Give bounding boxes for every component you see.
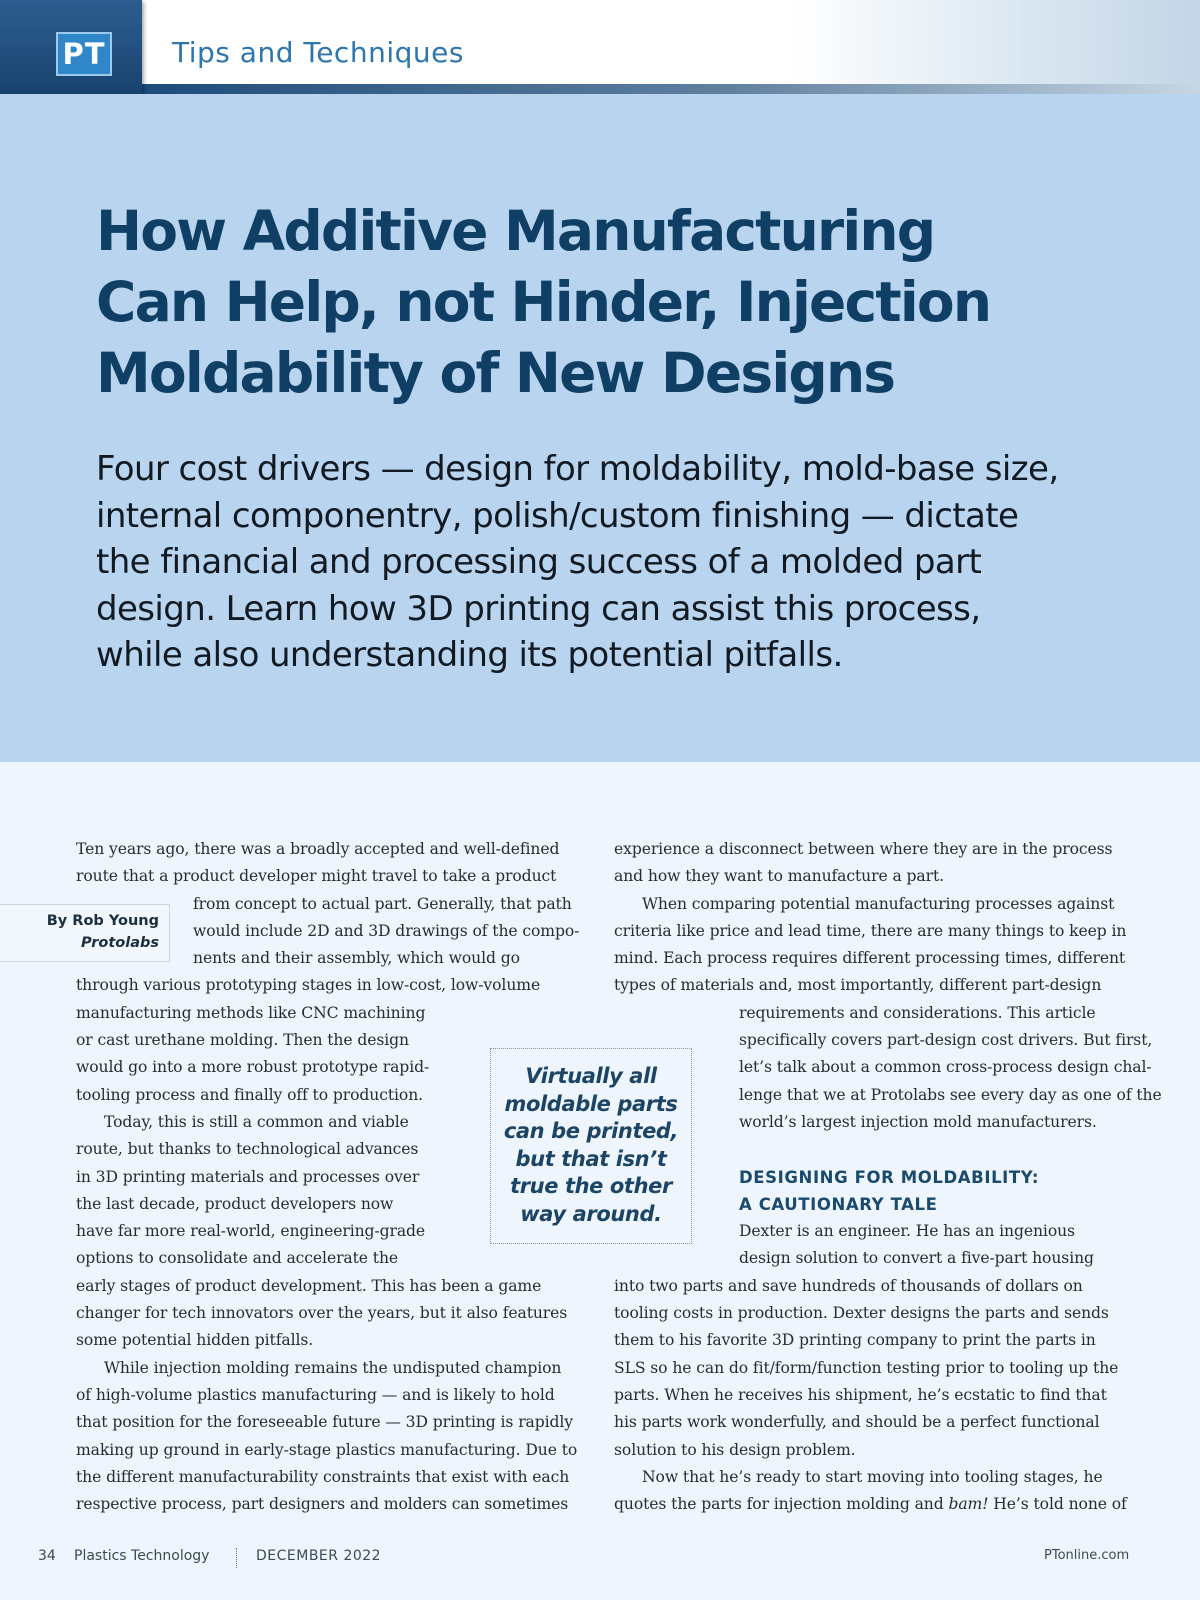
body-line: into two parts and save hundreds of thousands of dollars on xyxy=(614,1276,1083,1295)
subhead-line: DESIGNING FOR MOLDABILITY: xyxy=(739,1167,1040,1187)
body-line: respective process, part designers and molders can sometimes xyxy=(76,1495,569,1514)
body-line: Today, this is still a common and viable xyxy=(104,1112,409,1131)
body-line: tooling costs in production. Dexter designs the parts and sends xyxy=(614,1304,1109,1323)
author-org: Protolabs xyxy=(81,935,159,951)
logo-mark: PT xyxy=(56,32,112,76)
body-line: tooling process and finally off to production. xyxy=(76,1085,423,1104)
body-line: his parts work wonderfully, and should be a perfect functional xyxy=(614,1413,1100,1432)
body-line: or cast urethane molding. Then the design xyxy=(76,1031,409,1050)
body-line: While injection molding remains the undisputed champion xyxy=(104,1358,562,1377)
body-line: solution to his design problem. xyxy=(614,1440,856,1459)
deck-line: while also understanding its potential pitfalls. xyxy=(96,635,843,675)
header-rule xyxy=(140,84,1200,94)
body-line: SLS so he can do fit/form/function testing prior to tooling up the xyxy=(614,1358,1119,1377)
publication-name: Plastics Technology xyxy=(74,1548,210,1564)
body-line: have far more real-world, engineering-grade xyxy=(76,1222,426,1241)
body-line xyxy=(614,1136,1134,1163)
pull-quote-line: moldable parts xyxy=(504,1091,678,1116)
body-line: would include 2D and 3D drawings of the compo- xyxy=(193,921,580,940)
body-line: parts. When he receives his shipment, he’s ecstatic to find that xyxy=(614,1385,1107,1404)
subhead-line: A CAUTIONARY TALE xyxy=(739,1194,938,1214)
body-line: types of materials and, most importantly, different part-design xyxy=(614,976,1102,995)
emphasis: bam! xyxy=(948,1495,989,1514)
pull-quote-line: way around. xyxy=(520,1201,662,1226)
author-name: By Rob Young xyxy=(46,913,159,929)
pull-quote-line: Virtually all xyxy=(525,1064,657,1088)
body-line: design solution to convert a five-part housing xyxy=(739,1249,1094,1268)
body-line: that position for the foreseeable future — 3D printing is rapidly xyxy=(76,1413,573,1432)
body-line: the different manufacturability constraints that exist with each xyxy=(76,1467,570,1486)
deck-line: Four cost drivers — design for moldability, mold-base size, xyxy=(96,449,1059,489)
body-line: world’s largest injection mold manufacturers. xyxy=(739,1112,1097,1131)
headline-line: Moldability of New Designs xyxy=(96,341,895,405)
issue-date: DECEMBER 2022 xyxy=(256,1548,382,1564)
publication-logo xyxy=(0,0,142,106)
body-line: lenge that we at Protolabs see every day as one of the xyxy=(739,1085,1162,1104)
body-line: specifically covers part-design cost drivers. But first, xyxy=(739,1031,1153,1050)
body-line: Ten years ago, there was a broadly accepted and well-defined xyxy=(76,840,560,858)
body-line: requirements and considerations. This article xyxy=(739,1003,1096,1022)
pull-quote-line: can be printed, xyxy=(503,1119,679,1144)
body-line: through various prototyping stages in low-cost, low-volume xyxy=(76,976,541,995)
pull-quote-line: true the other xyxy=(510,1174,672,1199)
body-column-right xyxy=(614,836,1162,1518)
body-line: and how they want to manufacture a part. xyxy=(614,867,944,886)
deck xyxy=(96,446,1136,679)
deck-line: design. Learn how 3D printing can assist this process, xyxy=(96,588,981,629)
body-line: some potential hidden pitfalls. xyxy=(76,1331,314,1350)
body-line: the last decade, product developers now xyxy=(76,1194,394,1213)
body-line: mind. Each process requires different processing times, different xyxy=(614,949,1126,968)
deck-line: the financial and processing success of a molded part xyxy=(96,542,982,582)
body-line: from concept to actual part. Generally, that path xyxy=(193,894,572,913)
body-line: quotes the parts for injection molding and bam! He’s told none of xyxy=(614,1495,1127,1514)
body-line: Dexter is an engineer. He has an ingenious xyxy=(739,1222,1075,1241)
body-line: experience a disconnect between where they are in the process xyxy=(614,840,1113,858)
body-line: Now that he’s ready to start moving into tooling stages, he xyxy=(642,1467,1103,1486)
section-label: Tips and Techniques xyxy=(172,36,464,69)
headline xyxy=(96,196,1116,409)
body-line: options to consolidate and accelerate the xyxy=(76,1249,399,1268)
body-line: route that a product developer might travel to take a product xyxy=(76,867,557,886)
body-line: in 3D printing materials and processes over xyxy=(76,1167,420,1186)
body-line: When comparing potential manufacturing processes against xyxy=(642,894,1115,913)
body-line: let’s talk about a common cross-process design chal- xyxy=(739,1058,1152,1077)
body-line: of high-volume plastics manufacturing — and is likely to hold xyxy=(76,1385,555,1404)
footer-divider xyxy=(236,1548,237,1568)
body-line: early stages of product development. This has been a game xyxy=(76,1276,542,1295)
page-number: 34 xyxy=(38,1548,56,1564)
body-line: nents and their assembly, which would go xyxy=(193,949,520,968)
body-line: criteria like price and lead time, there are many things to keep in xyxy=(614,921,1127,940)
headline-line: Can Help, not Hinder, Injection xyxy=(96,270,991,334)
pull-quote-line: but that isn’t xyxy=(515,1146,667,1171)
body-line: route, but thanks to technological advances xyxy=(76,1140,419,1159)
body-line: them to his favorite 3D printing company to print the parts in xyxy=(614,1331,1096,1350)
headline-line: How Additive Manufacturing xyxy=(96,199,935,263)
deck-line: internal componentry, polish/custom finishing — dictate xyxy=(96,495,1019,536)
website: PTonline.com xyxy=(1044,1548,1130,1563)
body-line: making up ground in early-stage plastics manufacturing. Due to xyxy=(76,1440,578,1459)
body-line: manufacturing methods like CNC machining xyxy=(76,1003,426,1022)
body-line: would go into a more robust prototype rapid- xyxy=(76,1058,430,1077)
body-line: changer for tech innovators over the years, but it also features xyxy=(76,1304,568,1323)
